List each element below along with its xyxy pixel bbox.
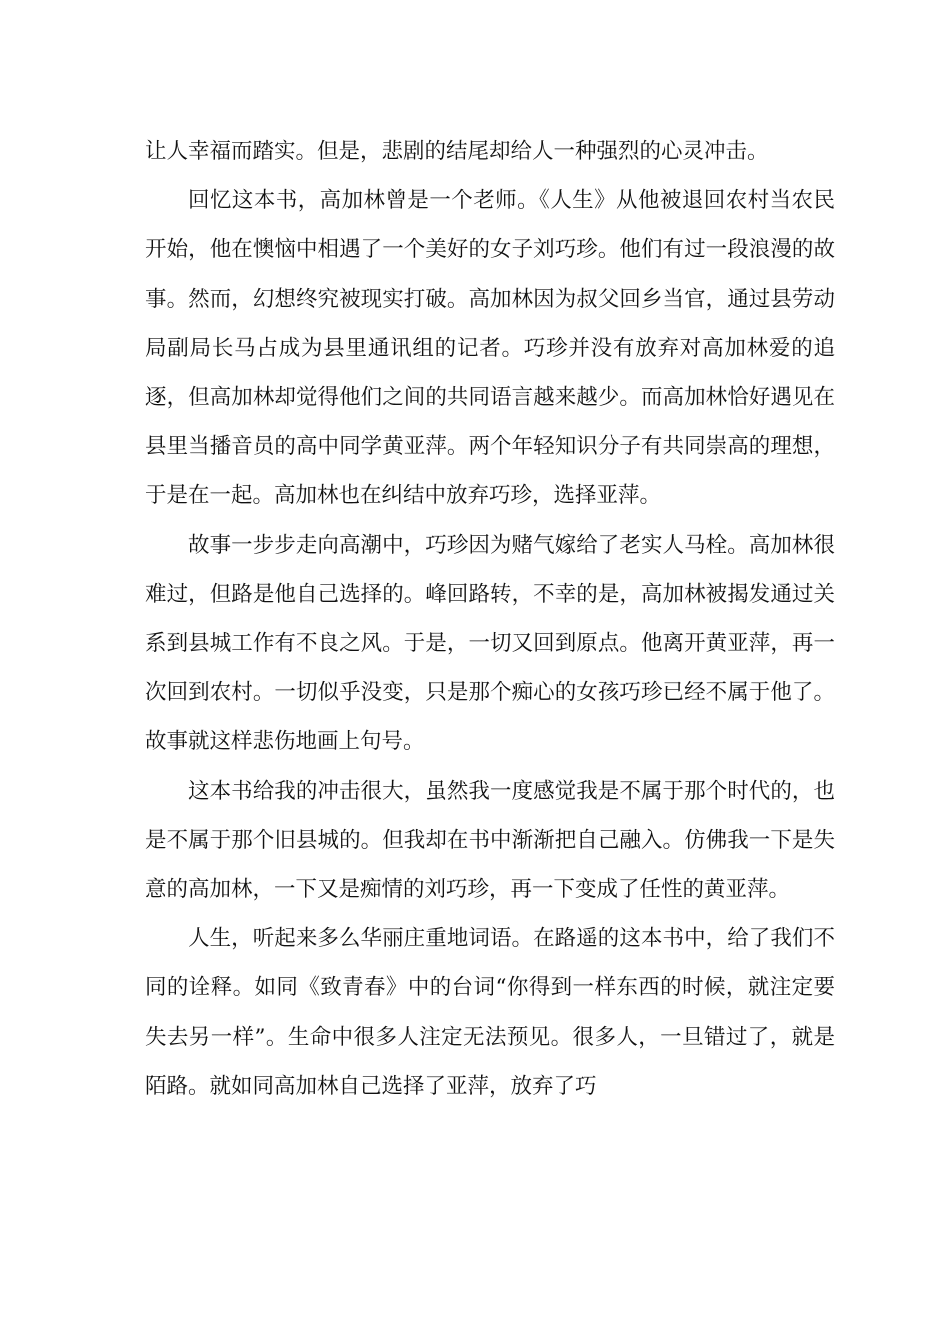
paragraph-5: 人生，听起来多么华丽庄重地词语。在路遥的这本书中，给了我们不同的诠释。如同《致青春》中的台词“你得到一样东西的时候，就注定要失去另一样”。生命中很多人注定无法预见。很多人，一旦错过了，就是陌路。就如同高加林自己选择了亚萍，放弃了巧: [145, 926, 835, 1099]
paragraph-2: 回忆这本书，高加林曾是一个老师。《人生》从他被退回农村当农民开始，他在懊恼中相遇了一个美好的女子刘巧珍。他们有过一段浪漫的故事。然而，幻想终究被现实打破。高加林因为叔父回乡当官，通过县劳动局副局长马占成为县里通讯组的记者。巧珍并没有放弃对高加林爱的追逐，但高加林却觉得他们之间的共同语言越来越少。而高加林恰好遇见在县里当播音员的高中同学黄亚萍。两个年轻知识分子有共同崇高的理想，于是在一起。高加林也在纠结中放弃巧珍，选择亚萍。: [145, 188, 835, 509]
body-text: [145, 127, 835, 1111]
paragraph-1: 让人幸福而踏实。但是，悲剧的结尾却给人一种强烈的心灵冲击。: [145, 139, 769, 164]
paragraph-4: 这本书给我的冲击很大，虽然我一度感觉我是不属于那个时代的，也是不属于那个旧县城的。但我却在书中渐渐把自己融入。仿佛我一下是失意的高加林，一下又是痴情的刘巧珍，再一下变成了任性的黄亚萍。: [145, 778, 835, 903]
paragraph-3: 故事一步步走向高潮中，巧珍因为赌气嫁给了老实人马栓。高加林很难过，但路是他自己选择的。峰回路转，不幸的是，高加林被揭发通过关系到县城工作有不良之风。于是，一切又回到原点。他离开黄亚萍，再一次回到农村。一切似乎没变，只是那个痴心的女孩巧珍已经不属于他了。故事就这样悲伤地画上句号。: [145, 532, 835, 755]
